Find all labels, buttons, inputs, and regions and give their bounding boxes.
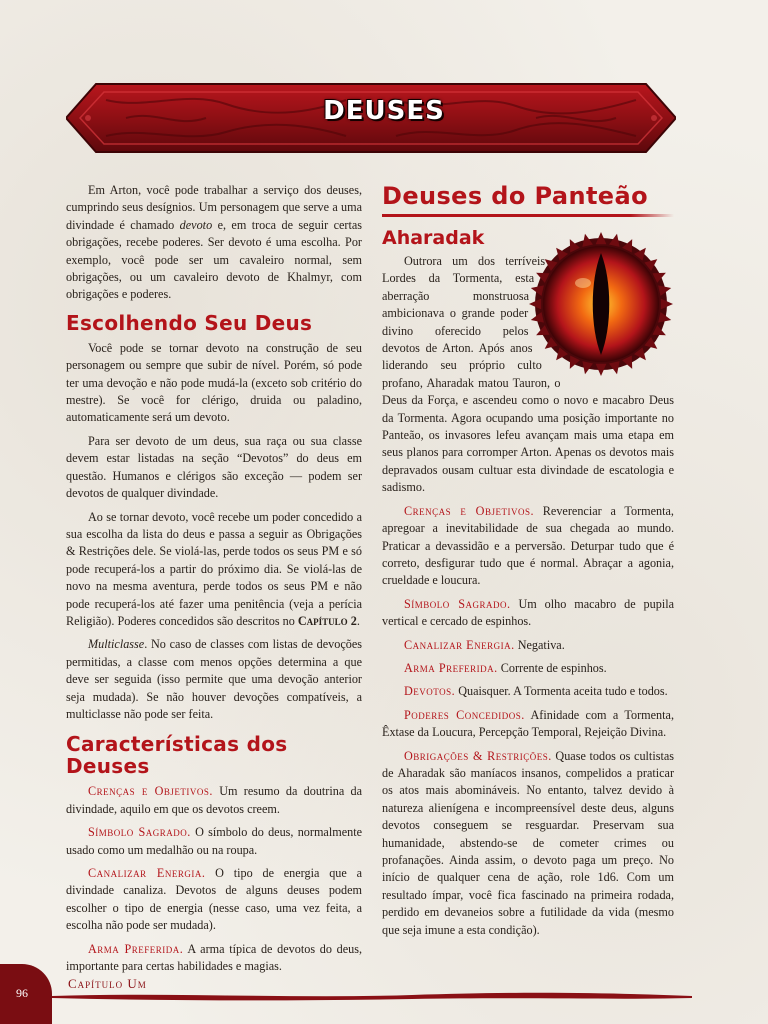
heading-divider xyxy=(382,214,674,217)
heading-panteao: Deuses do Panteão xyxy=(382,182,648,210)
page-title: DEUSES xyxy=(323,96,445,126)
list-item: Devotos. Quaisquer. A Tormenta aceita tudo e todos. xyxy=(404,684,668,699)
thorned-eye-icon xyxy=(528,231,674,377)
paragraph: Multiclasse. No caso de classes com listas de devoções permitidas, a classe com menos opções determina a que deve ser seguida (isso permite que uma devoção anterior seja mudada). Se não houver devoções compatíveis, a multiclasse não pode ser feita. xyxy=(66,637,362,721)
list-item: Arma Preferida. A arma típica de devotos do deus, importante para certas habilidades e magias. xyxy=(66,941,363,974)
page-number: 96 xyxy=(16,986,28,1000)
footer-divider xyxy=(52,990,692,1002)
right-column xyxy=(382,182,674,945)
intro-paragraph: Em Arton, você pode trabalhar a serviço dos deuses, cumprindo seus desígnios. Um personagem que serve a uma divindade é chamado devoto e, em troca de seguir certas obrigações, recebe poderes. Ser devoto é uma escolha. Por exemplo, você pode ser um cavaleiro normal, sem obrigações, ou um cavaleiro devoto de Khalmyr, com obrigações e poderes. xyxy=(66,183,362,302)
list-item: Poderes Concedidos. Afinidade com a Tormenta, Êxtase da Loucura, Percepção Temporal, Rejeição Divina. xyxy=(382,707,674,740)
list-item: Canalizar Energia. Negativa. xyxy=(404,637,565,652)
paragraph: Para ser devoto de um deus, sua raça ou sua classe devem estar listadas na seção “Devotos” do deus em questão. Humanos e clérigos são exceção — podem ser devotos de qualquer divindade. xyxy=(66,433,362,501)
chapter-label: Capítulo Um xyxy=(68,976,147,991)
list-item: Crenças e Objetivos. Reverenciar a Tormenta, apregoar a inevitabilidade de sua chegada ao mundo. Praticar a devassidão e a perversão. Deturpar tudo que é correto, desfigurar tudo que é normal. Abraçar a agonia, crueldade e loucura. xyxy=(382,503,674,588)
list-item: Canalizar Energia. O tipo de energia que a divindade canaliza. Devotos de alguns deuses podem escolher o tipo de energia (nesse caso, uma vez feita, a escolha não pode ser mudada). xyxy=(66,866,362,933)
list-item: Símbolo Sagrado. Um olho macabro de pupila vertical e cercado de espinhos. xyxy=(382,596,674,629)
paragraph: Ao se tornar devoto, você recebe um poder concedido a sua escolha da lista do deus e passa a seguir as Obrigações & Restrições dele. Se violá-las, perde todos os seus PM e só pode recuperá-los a partir do próximo dia. Se violá-las de novo na mesma aventura, perde todos os seus PM e não pode recuperá-los até fazer uma penitência (veja a perícia Religião). Poderes concedidos são descritos no Capítulo 2. xyxy=(66,509,362,628)
left-column xyxy=(66,182,362,981)
list-item: Obrigações & Restrições. Quase todos os cultistas de Aharadak são maníacos insanos, compelidos a praticar os atos mais abomináveis. No entanto, talvez devido à natureza alienígena e incompreensível deste deus, alguns devotos conseguem se resguardar. Preservam sua humanidade, abstendo-se de cometer crimes ou profanações. Ainda assim, o devoto paga um preço. No início de qualquer cena de ação, role 1d6. Com um resultado ímpar, você fica fascinado na primeira rodada, perdido em devaneios sobre a futilidade da vida (mesmo que seja imune a esta condição). xyxy=(382,748,674,937)
heading-escolhendo: Escolhendo Seu Deus xyxy=(66,310,313,335)
intro-paragraph: Outrora um dos terríveis Lordes da Tormenta, esta aberração monstruosa ambicionava o grande poder divino oferecido pelos devotos de Arton. Após anos liderando seu próprio culto profano, Aharadak matou Tauron, o Deus da Força, e ascendeu como o novo e macabro Deus da Tormenta. Agora ocupando uma posição importante no Panteão, os invasores lefeu avançam mais uma etapa em seus planos para corromper Arton. Apenas os devotos mais depravados ousam cultuar esta divindade de escatologia e sadismo. xyxy=(382,254,674,495)
paragraph: Você pode se tornar devoto na construção de seu personagem ou sempre que subir de nível. Porém, só pode ter uma devoção e não pode mudá-la (exceto sob critério do mestre). Se você for clérigo, druida ou paladino, automaticamente será um devoto. xyxy=(66,340,362,425)
heading-aharadak: Aharadak xyxy=(382,227,485,249)
list-item: Símbolo Sagrado. O símbolo do deus, normalmente usado como um medalhão ou na roupa. xyxy=(66,825,362,857)
page-number-tab xyxy=(0,964,52,1024)
list-item: Crenças e Objetivos. Um resumo da doutrina da divindade, aquilo em que os devotos creem. xyxy=(66,784,362,816)
heading-caracteristicas: Características dos Deuses xyxy=(66,732,288,779)
list-item: Arma Preferida. Corrente de espinhos. xyxy=(404,660,607,675)
